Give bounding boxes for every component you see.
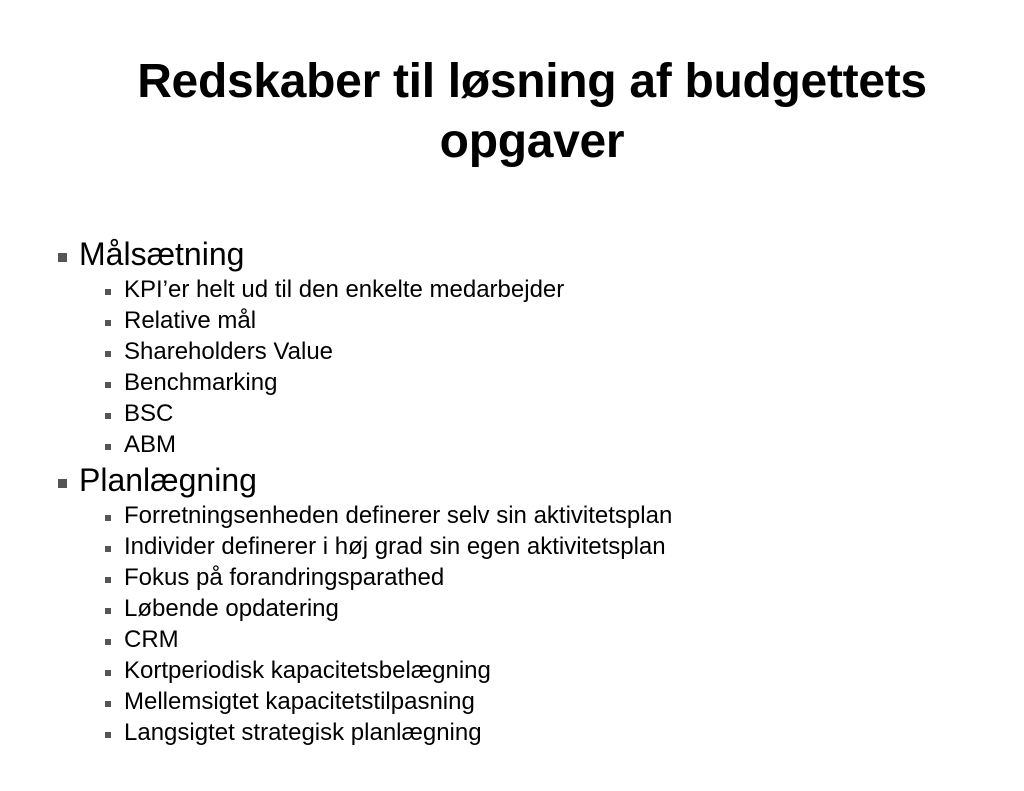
list-item — [58, 624, 998, 655]
list-item — [58, 398, 998, 429]
section-malsaetning — [58, 234, 998, 460]
list-item — [58, 274, 998, 305]
section-heading-text: Målsætning — [79, 236, 245, 272]
list-item-text: Relative mål — [124, 307, 257, 334]
square-bullet-icon — [105, 577, 111, 583]
list-item — [58, 593, 998, 624]
square-bullet-icon — [105, 320, 111, 326]
list-item — [58, 655, 998, 686]
list-item-text: Løbende opdatering — [124, 595, 339, 622]
square-bullet-icon — [105, 639, 111, 645]
square-bullet-icon — [105, 382, 111, 388]
list-item-text: Mellemsigtet kapacitetstilpasning — [124, 688, 475, 715]
square-bullet-icon — [105, 444, 111, 450]
list-item-text: BSC — [124, 400, 174, 427]
slide-content — [58, 234, 998, 748]
square-bullet-icon — [105, 351, 111, 357]
bullet-list — [58, 500, 998, 748]
list-item-text: Benchmarking — [124, 369, 278, 396]
section-heading-text: Planlægning — [79, 462, 257, 498]
section-planlaegning — [58, 460, 998, 748]
list-item — [58, 717, 998, 748]
slide-title: Redskaber til løsning af budgettets opgaver — [137, 55, 927, 168]
list-item-text: CRM — [124, 626, 179, 653]
square-bullet-icon — [58, 253, 67, 262]
list-item — [58, 336, 998, 367]
section-heading — [58, 234, 998, 274]
square-bullet-icon — [105, 701, 111, 707]
list-item — [58, 562, 998, 593]
square-bullet-icon — [105, 608, 111, 614]
square-bullet-icon — [105, 413, 111, 419]
list-item — [58, 500, 998, 531]
list-item-text: ABM — [124, 431, 177, 458]
list-item-text: Kortperiodisk kapacitetsbelægning — [124, 657, 491, 684]
square-bullet-icon — [105, 732, 111, 738]
list-item-text: KPI’er helt ud til den enkelte medarbejder — [124, 276, 565, 303]
list-item — [58, 367, 998, 398]
bullet-list — [58, 274, 998, 460]
square-bullet-icon — [58, 479, 67, 488]
list-item-text: Forretningsenheden definerer selv sin aktivitetsplan — [124, 502, 673, 529]
list-item — [58, 686, 998, 717]
list-item-text: Individer definerer i høj grad sin egen aktivitetsplan — [124, 533, 666, 560]
section-heading — [58, 460, 998, 500]
square-bullet-icon — [105, 670, 111, 676]
square-bullet-icon — [105, 546, 111, 552]
list-item-text: Shareholders Value — [124, 338, 334, 365]
square-bullet-icon — [105, 289, 111, 295]
square-bullet-icon — [105, 515, 111, 521]
list-item — [58, 429, 998, 460]
list-item — [58, 305, 998, 336]
list-item-text: Fokus på forandringsparathed — [124, 564, 445, 591]
list-item-text: Langsigtet strategisk planlægning — [124, 719, 482, 746]
list-item — [58, 531, 998, 562]
